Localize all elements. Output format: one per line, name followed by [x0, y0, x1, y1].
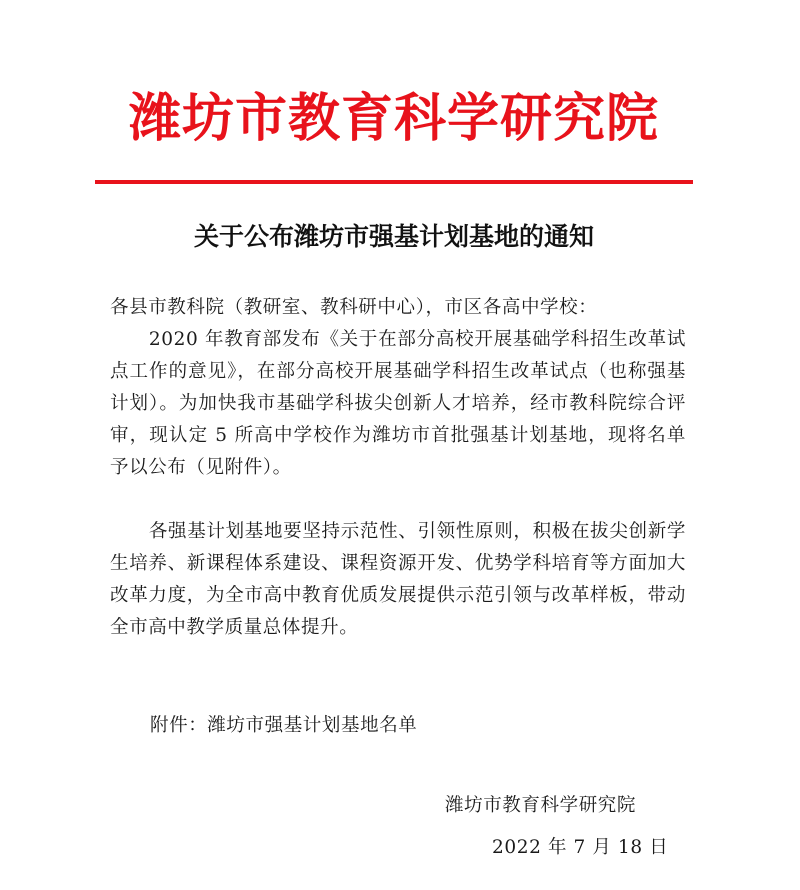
issue-date: 2022 年 7 月 18 日: [492, 837, 669, 858]
body-paragraph-1: 2020 年教育部发布《关于在部分高校开展基础学科招生改革试点工作的意见》，在部分高校开展基础学科招生改革试点（也称强基计划）。为加快我市基础学科拔尖创新人才培养，经市教科院综合评审，现认定 5 所高中学校作为潍坊市首批强基计划基地，现将名单予以公布（见附件）。: [110, 329, 686, 478]
signer-organization: 潍坊市教育科学研究院: [445, 795, 637, 816]
salutation: 各县市教科院（教研室、教科研中心），市区各高中学校：: [110, 297, 598, 318]
document-title: 关于公布潍坊市强基计划基地的通知: [193, 222, 594, 251]
red-divider-rule: [95, 180, 693, 184]
attachment-line: 附件：潍坊市强基计划基地名单: [150, 715, 418, 736]
issuer-masthead: 潍坊市教育科学研究院: [128, 88, 659, 149]
body-paragraph-2: 各强基计划基地要坚持示范性、引领性原则，积极在拔尖创新学生培养、新课程体系建设、课程资源开发、优势学科培育等方面加大改革力度，为全市高中教育优质发展提供示范引领与改革样板，带动全市高中教学质量总体提升。: [110, 521, 686, 638]
